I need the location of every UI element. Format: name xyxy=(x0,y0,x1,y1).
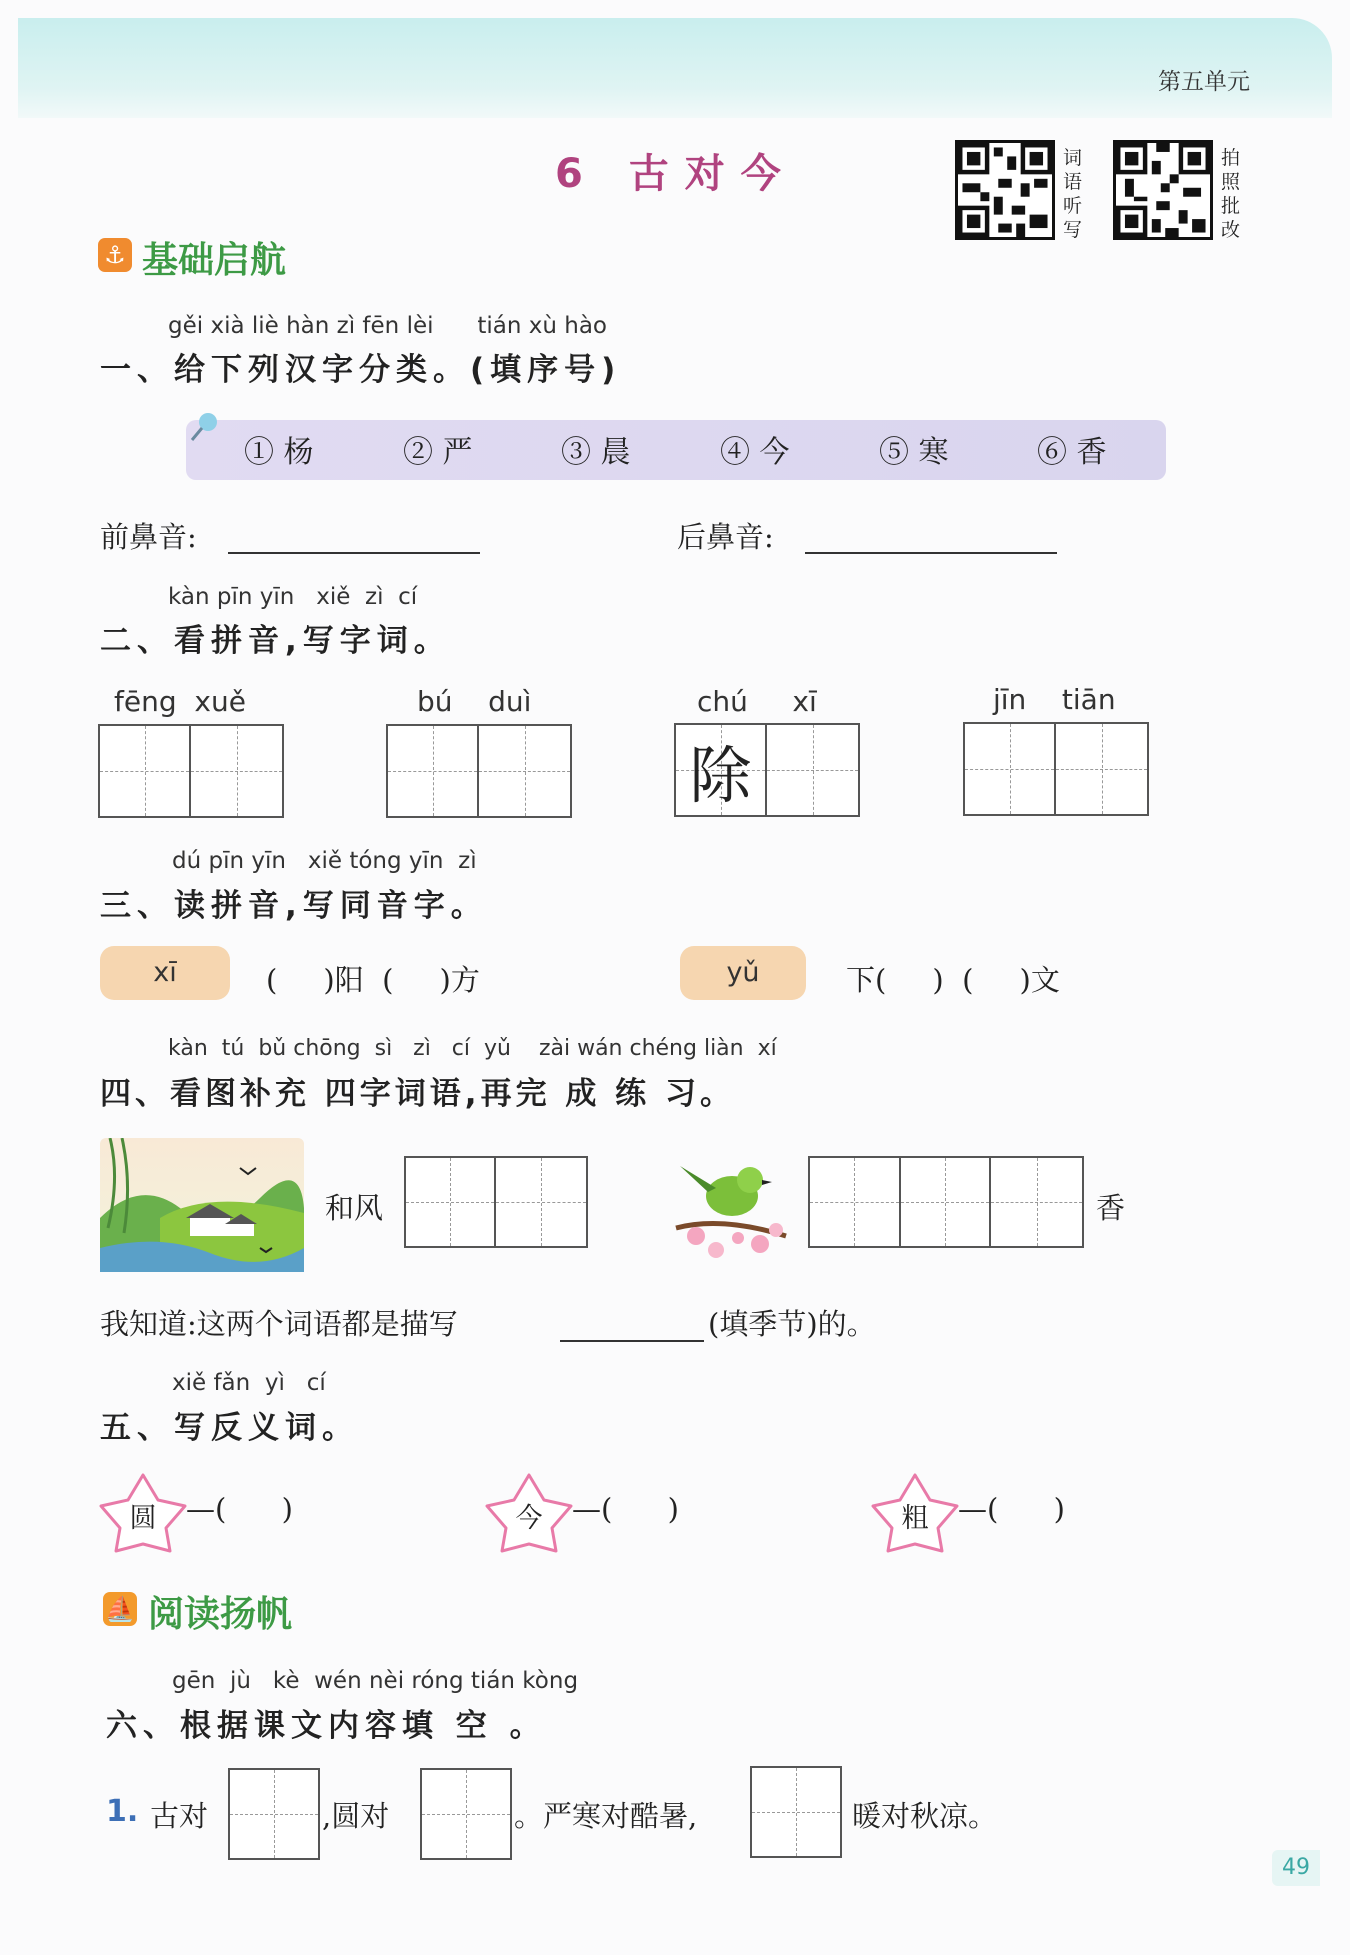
grid-cell[interactable] xyxy=(767,725,858,815)
section-reading-heading: 阅读扬帆 xyxy=(148,1594,293,1635)
front-nasal-answer-line[interactable] xyxy=(228,552,480,554)
q5-pinyin: xiě fǎn yì cí xyxy=(172,1370,326,1396)
q1-heading: 一、给下列汉字分类。(填序号) xyxy=(100,352,622,388)
back-nasal-label: 后鼻音: xyxy=(677,520,774,554)
pentagon-badge xyxy=(484,1472,574,1554)
unit-label: 第五单元 xyxy=(1158,69,1250,95)
grid-cell[interactable] xyxy=(810,1158,901,1246)
qr-pattern-icon xyxy=(1116,143,1210,237)
writing-grid[interactable] xyxy=(674,723,860,817)
antonym-prompt-char: 圆 xyxy=(129,1502,157,1534)
q4-conclusion-pre: 我知道:这两个词语都是描写 xyxy=(100,1307,458,1341)
grid-cell[interactable] xyxy=(901,1158,992,1246)
q4-heading: 四、看图补充 四字词语,再完 成 练 习。 xyxy=(100,1076,735,1112)
grid-cell[interactable] xyxy=(991,1158,1082,1246)
sail-icon: ⛵ xyxy=(103,1592,137,1626)
writing-grid[interactable] xyxy=(386,724,572,818)
q4-right-suffix: 香 xyxy=(1096,1191,1126,1225)
q6-pinyin: gēn jù kè wén nèi róng tián kòng xyxy=(172,1668,579,1694)
antonym-prompt-char: 今 xyxy=(515,1502,543,1534)
q2-item-pinyin: jīn tiān xyxy=(993,683,1116,716)
writing-grid[interactable] xyxy=(404,1156,588,1248)
pushpin-icon xyxy=(186,410,222,446)
lesson-title: 6 古对今 xyxy=(555,151,797,197)
bird-on-blossom-illustration xyxy=(672,1132,790,1264)
char-band xyxy=(186,420,1166,480)
antonym-blank[interactable]: —( ) xyxy=(572,1492,679,1526)
q3-blanks-xi[interactable]: ( )阳 ( )方 xyxy=(266,963,480,997)
grid-cell[interactable] xyxy=(496,1158,586,1246)
q2-item-pinyin: chú xī xyxy=(697,685,817,718)
pinyin-tag-yu: yǔ xyxy=(680,946,806,1000)
char-option: ⑥ 香 xyxy=(1037,435,1107,470)
anchor-icon: ⚓ xyxy=(98,238,132,272)
q2-heading: 二、看拼音,写字词。 xyxy=(100,623,451,659)
pentagon-badge xyxy=(98,1472,188,1554)
q4-conclusion-post: (填季节)的。 xyxy=(708,1307,876,1341)
writing-grid[interactable] xyxy=(963,722,1149,816)
q6-part-3: 。严寒对酷暑, xyxy=(514,1799,698,1833)
q5-heading: 五、写反义词。 xyxy=(100,1410,359,1446)
q6-part-1: 古对 xyxy=(150,1799,209,1833)
pentagon-badge xyxy=(870,1472,960,1554)
q6-part-2: ,圆对 xyxy=(322,1799,390,1833)
grid-cell[interactable] xyxy=(752,1768,840,1856)
section-basics-heading: 基础启航 xyxy=(142,240,287,281)
writing-grid[interactable] xyxy=(420,1768,512,1860)
spring-village-illustration xyxy=(100,1138,304,1272)
q2-item-pinyin: bú duì xyxy=(417,685,532,718)
writing-grid[interactable] xyxy=(98,724,284,818)
qr-pattern-icon xyxy=(958,143,1052,237)
grid-cell[interactable] xyxy=(230,1770,318,1858)
antonym-blank[interactable]: —( ) xyxy=(186,1492,293,1526)
q2-item-pinyin: fēng xuě xyxy=(114,685,246,718)
qr-caption-dictation: 词语听写 xyxy=(1063,147,1083,241)
q4-pinyin: kàn tú bǔ chōng sì zì cí yǔ zài wán chéng liàn xí xyxy=(168,1036,777,1061)
qr-code-dictation[interactable] xyxy=(955,140,1055,240)
q2-pinyin: kàn pīn yīn xiě zì cí xyxy=(168,584,418,610)
qr-caption-photo-grading: 拍照批改 xyxy=(1221,147,1241,241)
q4-left-prefix: 和风 xyxy=(325,1191,384,1225)
example-character: 除 xyxy=(689,738,752,812)
char-option: ⑤ 寒 xyxy=(879,435,949,470)
q6-part-4: 暖对秋凉。 xyxy=(852,1799,998,1833)
char-option: ② 严 xyxy=(403,435,473,470)
antonym-prompt-char: 粗 xyxy=(901,1502,929,1534)
char-option: ① 杨 xyxy=(244,435,314,470)
char-option: ④ 今 xyxy=(720,435,790,470)
page-number: 49 xyxy=(1272,1850,1320,1886)
char-option: ③ 晨 xyxy=(561,435,631,470)
header-band xyxy=(18,18,1332,118)
qr-code-photo-grading[interactable] xyxy=(1113,140,1213,240)
back-nasal-answer-line[interactable] xyxy=(805,552,1057,554)
q3-blanks-yu[interactable]: 下( ) ( )文 xyxy=(846,963,1060,997)
antonym-blank[interactable]: —( ) xyxy=(958,1492,1065,1526)
grid-cell[interactable] xyxy=(1056,724,1147,814)
grid-cell[interactable] xyxy=(676,725,767,815)
writing-grid[interactable] xyxy=(228,1768,320,1860)
pinyin-tag-xi: xī xyxy=(100,946,230,1000)
q3-heading: 三、读拼音,写同音字。 xyxy=(100,888,488,924)
q3-pinyin: dú pīn yīn xiě tóng yīn zì xyxy=(172,848,477,874)
grid-cell[interactable] xyxy=(388,726,479,816)
front-nasal-label: 前鼻音: xyxy=(100,520,197,554)
q1-pinyin: gěi xià liè hàn zì fēn lèi tián xù hào xyxy=(168,313,607,339)
grid-cell[interactable] xyxy=(100,726,191,816)
grid-cell[interactable] xyxy=(191,726,282,816)
item-number: 1. xyxy=(106,1794,139,1829)
q6-heading: 六、根据课文内容填 空 。 xyxy=(106,1708,547,1744)
writing-grid[interactable] xyxy=(808,1156,1084,1248)
grid-cell[interactable] xyxy=(965,724,1056,814)
writing-grid[interactable] xyxy=(750,1766,842,1858)
grid-cell[interactable] xyxy=(422,1770,510,1858)
season-answer-line[interactable] xyxy=(560,1340,704,1342)
grid-cell[interactable] xyxy=(479,726,570,816)
grid-cell[interactable] xyxy=(406,1158,496,1246)
